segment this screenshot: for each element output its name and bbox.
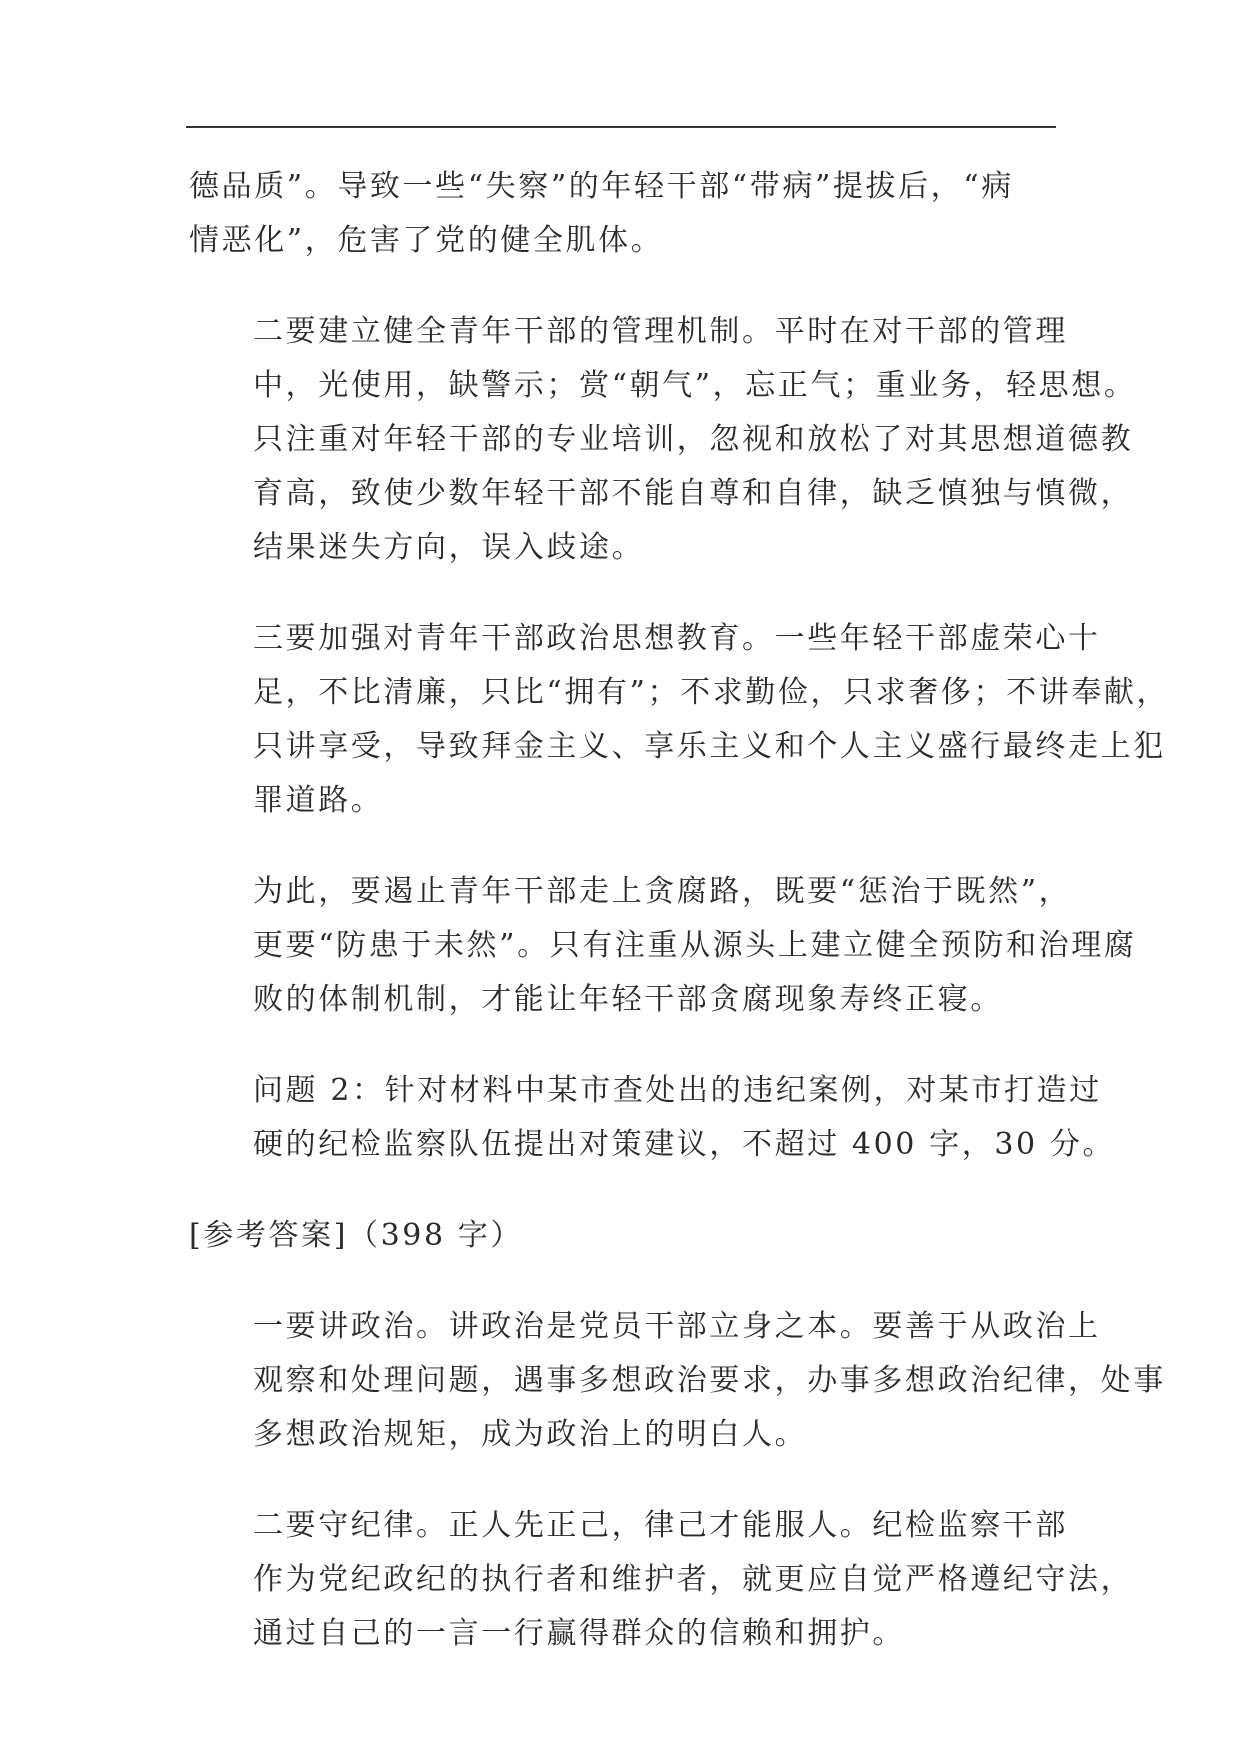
text-line: 罪道路。: [253, 783, 384, 818]
paragraph-conclusion: [189, 865, 1137, 1027]
question-2: [189, 1064, 1116, 1172]
text-line: 败的体制机制，才能让年轻干部贪腐现象寿终正寝。: [253, 982, 1003, 1017]
text-line: 足，不比清廉，只比“拥有”；不求勤俭，只求奢侈；不讲奉献，: [253, 675, 1170, 710]
text-line: 作为党纪政纪的执行者和维护者，就更应自觉严格遵纪守法，: [253, 1562, 1134, 1597]
text-line: 观察和处理问题，遇事多想政治要求，办事多想政治纪律，处事: [253, 1363, 1166, 1398]
text-line: 通过自己的一言一行赢得群众的信赖和拥护。: [253, 1616, 905, 1651]
answer-point-discipline: [189, 1499, 1134, 1661]
text-line: 一要讲政治。讲政治是党员干部立身之本。要善于从政治上: [253, 1309, 1101, 1344]
paragraph-management-mechanism: [189, 305, 1137, 575]
text-line: 二要守纪律。正人先正己，律己才能服人。纪检监察干部: [253, 1508, 1068, 1543]
header-divider: [186, 126, 1056, 128]
reference-answer-heading: [189, 1209, 1057, 1263]
text-line: 硬的纪检监察队伍提出对策建议，不超过 400 字，30 分。: [253, 1127, 1116, 1162]
text-line: 育高，致使少数年轻干部不能自尊和自律，缺乏慎独与慎微，: [253, 476, 1134, 511]
document-body: [189, 160, 1170, 1698]
text-line: 多想政治规矩，成为政治上的明白人。: [253, 1417, 808, 1452]
paragraph-continuation: [189, 160, 1057, 268]
text-line: [参考答案]（398 字）: [189, 1218, 524, 1253]
text-line: 只注重对年轻干部的专业培训，忽视和放松了对其思想道德教: [253, 422, 1134, 457]
text-line: 二要建立健全青年干部的管理机制。平时在对干部的管理: [253, 314, 1068, 349]
text-line: 问题 2：针对材料中某市查处出的违纪案例，对某市打造过: [253, 1073, 1102, 1108]
text-line: 中，光使用，缺警示；赏“朝气”，忘正气；重业务，轻思想。: [253, 368, 1137, 403]
text-line: 情恶化”，危害了党的健全肌体。: [189, 223, 664, 258]
text-line: 为此，要遏止青年干部走上贪腐路，既要“惩治于既然”，: [253, 874, 1072, 909]
text-line: 结果迷失方向，误入歧途。: [253, 530, 645, 565]
answer-point-politics: [189, 1300, 1166, 1462]
text-line: 三要加强对青年干部政治思想教育。一些年轻干部虚荣心十: [253, 621, 1101, 656]
text-line: 更要“防患于未然”。只有注重从源头上建立健全预防和治理腐: [253, 928, 1137, 963]
text-line: 只讲享受，导致拜金主义、享乐主义和个人主义盛行最终走上犯: [253, 729, 1166, 764]
paragraph-political-education: [189, 612, 1170, 828]
text-line: 德品质”。导致一些“失察”的年轻干部“带病”提拔后，“病: [189, 169, 1014, 204]
